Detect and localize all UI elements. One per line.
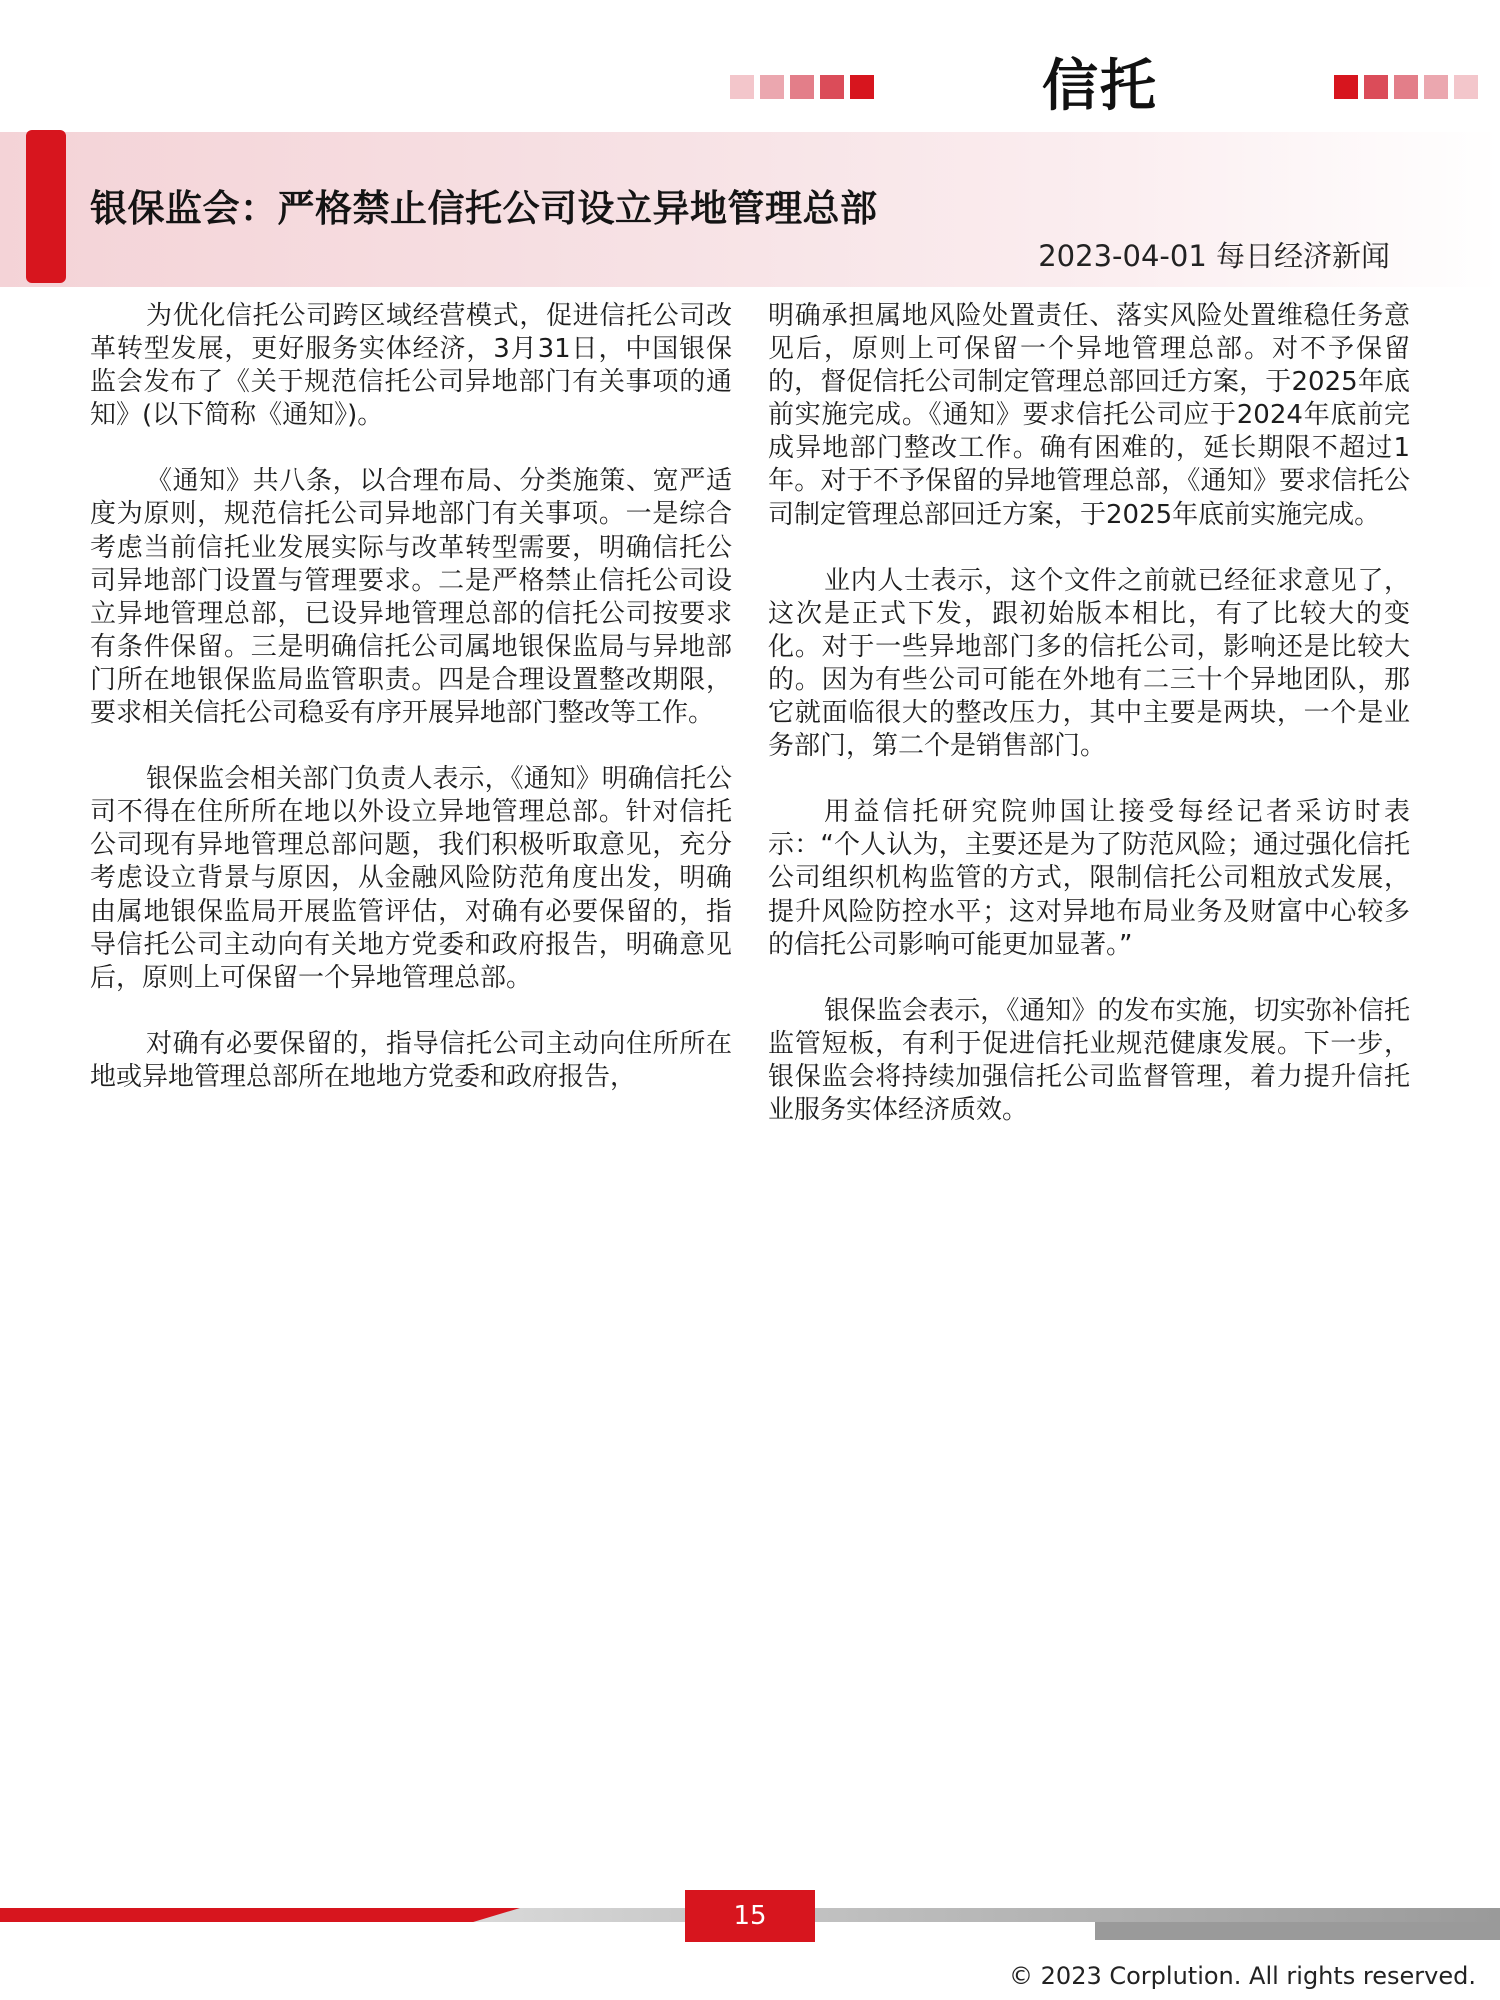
footer-band-dark xyxy=(1095,1922,1500,1940)
paragraph: 银保监会表示，《通知》的发布实施，切实弥补信托监管短板，有利于促进信托业规范健康发展。下一步，银保监会将持续加强信托公司监督管理，着力提升信托业服务实体经济质效。 xyxy=(768,995,1410,1125)
paragraph: 用益信托研究院帅国让接受每经记者采访时表示：“个人认为，主要还是为了防范风险；通过强化信托公司组织机构监管的方式，限制信托公司粗放式发展，提升风险防控水平；这对异地布局业务及财富中心较多的信托公司影响可能更加显著。” xyxy=(768,797,1410,960)
decor-square xyxy=(820,75,844,99)
decor-square xyxy=(1424,75,1448,99)
section-label: 信托 xyxy=(1042,54,1158,119)
article-column-right xyxy=(768,300,1410,1160)
footer-band-gray xyxy=(470,1908,1500,1922)
page-number: 15 xyxy=(685,1890,815,1942)
decor-square xyxy=(730,75,754,99)
decor-square xyxy=(790,75,814,99)
decor-square xyxy=(1334,75,1358,99)
paragraph: 为优化信托公司跨区域经营模式，促进信托公司改革转型发展，更好服务实体经济，3月31日，中国银保监会发布了《关于规范信托公司异地部门有关事项的通知》(以下简称《通知》)。 xyxy=(90,301,732,431)
paragraph: 明确承担属地风险处置责任、落实风险处置维稳任务意见后，原则上可保留一个异地管理总部。对不予保留的，督促信托公司制定管理总部回迁方案，于2025年底前实施完成。《通知》要求信托公司应于2024年底前完成异地部门整改工作。确有困难的，延长期限不超过1年。对于不予保留的异地管理总部，《通知》要求信托公司制定管理总部回迁方案，于2025年底前实施完成。 xyxy=(768,301,1410,530)
decor-square xyxy=(1394,75,1418,99)
article-title: 银保监会：严格禁止信托公司设立异地管理总部 xyxy=(90,187,878,230)
article-column-left xyxy=(90,300,732,1127)
paragraph: 银保监会相关部门负责人表示，《通知》明确信托公司不得在住所所在地以外设立异地管理总部。针对信托公司现有异地管理总部问题，我们积极听取意见，充分考虑设立背景与原因，从金融风险防范角度出发，明确由属地银保监局开展监管评估，对确有必要保留的，指导信托公司主动向有关地方党委和政府报告，明确意见后，原则上可保留一个异地管理总部。 xyxy=(90,764,732,993)
decorative-squares-right xyxy=(1334,75,1478,99)
decor-square xyxy=(760,75,784,99)
paragraph: 对确有必要保留的，指导信托公司主动向住所所在地或异地管理总部所在地地方党委和政府报告， xyxy=(90,1028,732,1092)
paragraph: 业内人士表示，这个文件之前就已经征求意见了，这次是正式下发，跟初始版本相比，有了比较大的变化。对于一些异地部门多的信托公司，影响还是比较大的。因为有些公司可能在外地有二三十个异地团队，那它就面临很大的整改压力，其中主要是两块，一个是业务部门，第二个是销售部门。 xyxy=(768,565,1410,762)
paragraph: 《通知》共八条，以合理布局、分类施策、宽严适度为原则，规范信托公司异地部门有关事项。一是综合考虑当前信托业发展实际与改革转型需要，明确信托公司异地部门设置与管理要求。二是严格禁止信托公司设立异地管理总部，已设异地管理总部的信托公司按要求有条件保留。三是明确信托公司属地银保监局与异地部门所在地银保监局监管职责。四是合理设置整改期限，要求相关信托公司稳妥有序开展异地部门整改等工作。 xyxy=(90,466,732,729)
decor-square xyxy=(1454,75,1478,99)
decor-square xyxy=(1364,75,1388,99)
copyright-notice: © 2023 Corplution. All rights reserved. xyxy=(1009,1962,1476,1990)
footer-band-red xyxy=(0,1908,520,1922)
decor-square xyxy=(850,75,874,99)
decorative-squares-left xyxy=(730,75,874,99)
banner-accent-tab xyxy=(26,130,66,283)
article-dateline: 2023-04-01 每日经济新闻 xyxy=(1038,239,1390,273)
